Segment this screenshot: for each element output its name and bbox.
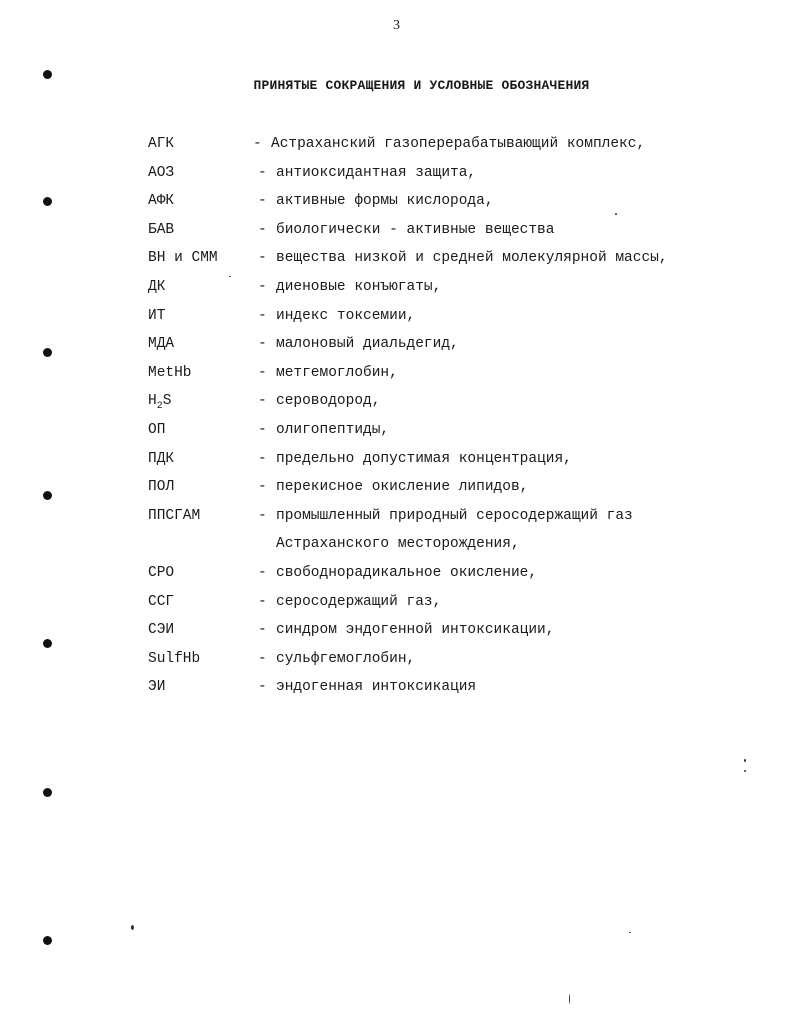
abbreviation-definition (258, 387, 380, 416)
abbreviation-definition (258, 445, 572, 474)
abbreviation-description: Астраханский газоперерабатывающий комплекс, (271, 136, 646, 152)
abbreviation-description: малоновый диальдегид, (276, 336, 459, 353)
abbreviation-row (148, 616, 768, 645)
dash: - (253, 136, 262, 152)
abbreviation-description: диеновые конъюгаты, (276, 278, 442, 295)
abbreviation-definition (258, 645, 415, 674)
abbreviation-code: МДА (148, 336, 175, 353)
dash: - (258, 193, 267, 210)
abbreviation-code: ПДК (148, 450, 175, 467)
abbreviation-definition (258, 473, 528, 502)
abbreviation-description: метгемоглобин, (276, 364, 398, 381)
abbreviation-row (148, 216, 768, 245)
abbreviation-definition (258, 159, 476, 188)
abbreviation-row (148, 645, 768, 674)
abbreviation-code: ППСГАМ (148, 507, 201, 524)
abbreviation-definition (258, 244, 668, 273)
scan-speck (629, 932, 631, 933)
abbreviation-code: ДК (148, 278, 166, 295)
abbreviation-row (148, 387, 768, 416)
abbreviation-code: БАВ (148, 221, 175, 238)
dash: - (258, 221, 267, 238)
punch-hole (43, 197, 52, 206)
abbreviation-definition (258, 616, 554, 645)
abbreviation-description: синдром эндогенной интоксикации, (276, 622, 555, 639)
abbreviation-code: ОП (148, 421, 166, 438)
abbreviation-description: перекисное окисление липидов, (276, 479, 529, 496)
abbreviation-description: биологически - активные вещества (276, 221, 555, 238)
abbreviation-row (148, 416, 768, 445)
scan-speck (744, 770, 746, 772)
page-title: ПРИНЯТЫЕ СОКРАЩЕНИЯ И УСЛОВНЫЕ ОБОЗНАЧЕНИЯ (253, 78, 590, 93)
dash: - (258, 393, 267, 410)
scan-speck (229, 276, 231, 277)
dash: - (258, 450, 267, 467)
abbreviation-row (148, 330, 768, 359)
scan-speck (744, 759, 746, 762)
abbreviation-row (148, 187, 768, 216)
abbreviation-definition (258, 359, 398, 388)
abbreviation-code: СЭИ (148, 622, 175, 639)
dash: - (258, 650, 267, 667)
abbreviation-definition (258, 559, 537, 588)
dash: - (258, 336, 267, 353)
abbreviation-description: промышленный природный серосодержащий газ (276, 507, 633, 524)
abbreviation-description: сульфгемоглобин, (276, 650, 416, 667)
abbreviation-description: антиоксидантная защита, (276, 164, 477, 181)
abbreviation-row (148, 359, 768, 388)
abbreviation-description: вещества низкой и средней молекулярной массы, (276, 250, 668, 267)
dash: - (258, 164, 267, 181)
abbreviation-row (148, 673, 768, 702)
punch-hole (43, 491, 52, 500)
abbreviation-definition (258, 302, 415, 331)
dash: - (258, 593, 267, 610)
scan-speck (615, 213, 617, 215)
abbreviation-description: эндогенная интоксикация (276, 679, 477, 696)
abbreviation-row (148, 473, 768, 502)
punch-hole (43, 788, 52, 797)
punch-hole (43, 936, 52, 945)
abbreviation-code: СРО (148, 564, 175, 581)
dash: - (258, 564, 267, 581)
abbreviation-description: активные формы кислорода, (276, 193, 494, 210)
dash: - (258, 679, 267, 696)
abbreviation-description: индекс токсемии, (276, 307, 416, 324)
abbreviation-row (148, 159, 768, 188)
abbreviation-row (148, 244, 768, 273)
formula-symbol: H (148, 393, 157, 410)
abbreviation-code: ИТ (148, 307, 166, 324)
abbreviation-row (148, 130, 768, 159)
abbreviation-row (148, 445, 768, 474)
abbreviation-description: предельно допустимая концентрация, (276, 450, 572, 467)
abbreviation-definition (258, 273, 441, 302)
page-number: 3 (393, 18, 400, 33)
dash: - (258, 250, 267, 267)
abbreviation-code: ССГ (148, 593, 175, 610)
abbreviation-code: ЭИ (148, 679, 166, 696)
abbreviation-description: свободнорадикальное окисление, (276, 564, 538, 581)
dash: - (258, 507, 267, 524)
punch-hole (43, 70, 52, 79)
abbreviation-code: MetHb (148, 364, 192, 381)
abbreviation-description: сероводород, (276, 393, 381, 410)
abbreviation-definition (258, 216, 554, 245)
abbreviation-row (148, 302, 768, 331)
abbreviation-definition (258, 187, 494, 216)
dash: - (258, 421, 267, 438)
abbreviation-code: АФК (148, 193, 175, 210)
abbreviation-definition (258, 673, 476, 702)
dash: - (258, 364, 267, 381)
abbreviation-definition (253, 130, 645, 159)
scan-speck (569, 994, 570, 1004)
abbreviation-definition (258, 502, 633, 531)
abbreviation-continuation: Астраханского месторождения, (276, 536, 520, 553)
abbreviation-list (148, 130, 768, 702)
abbreviation-definition (258, 416, 389, 445)
abbreviation-row (148, 588, 768, 617)
formula-subscript: 2 (156, 401, 163, 413)
punch-hole (43, 639, 52, 648)
abbreviation-row (148, 502, 768, 531)
abbreviation-description: серосодержащий газ, (276, 593, 442, 610)
abbreviation-definition (258, 330, 459, 359)
scan-speck (131, 925, 134, 930)
abbreviation-code: ПОЛ (148, 479, 175, 496)
dash: - (258, 622, 267, 639)
abbreviation-code: АОЗ (148, 164, 175, 181)
dash: - (258, 479, 267, 496)
abbreviation-code: АГК (148, 136, 175, 152)
abbreviation-code: ВН и СММ (148, 250, 218, 267)
dash: - (258, 278, 267, 295)
abbreviation-description: олигопептиды, (276, 421, 390, 438)
abbreviation-row (148, 273, 768, 302)
dash: - (258, 307, 267, 324)
abbreviation-code: SulfHb (148, 650, 201, 667)
punch-hole (43, 348, 52, 357)
formula-symbol: S (162, 393, 172, 410)
abbreviation-row (148, 559, 768, 588)
abbreviation-definition (258, 588, 441, 617)
